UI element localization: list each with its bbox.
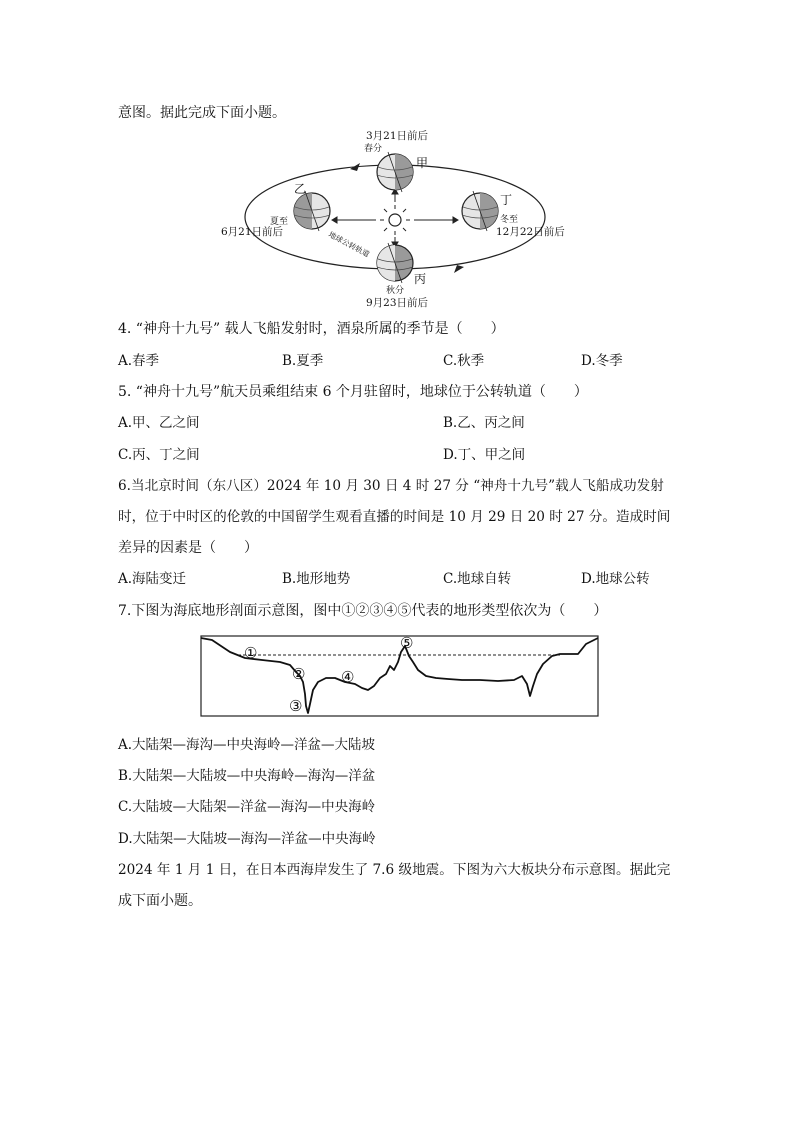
next-intro-line2: 成下面小题。 [118, 893, 202, 909]
spring-mark-label: 甲 [416, 156, 429, 170]
seafloor-profile-diagram [200, 632, 600, 718]
q5-option-d: D.丁、甲之间 [443, 447, 526, 463]
next-intro-line1: 2024 年 1 月 1 日，在日本西海岸发生了 7.6 级地震。下图为六大板块分布示意图。据此完 [118, 862, 671, 878]
q6-option-b: B.地形地势 [282, 571, 351, 587]
q6-stem-line3: 差异的因素是（ ） [118, 540, 258, 556]
autumn-mark-label: 丙 [414, 272, 427, 286]
q7-option-b: B.大陆架—大陆坡—中央海岭—海沟—洋盆 [118, 768, 376, 784]
winter-term-label: 冬至 [500, 215, 519, 225]
profile-label-3: ③ [289, 697, 303, 715]
summer-term-label: 夏至 [270, 217, 289, 227]
q6-stem-line2: 时，位于中时区的伦敦的中国留学生观看直播的时间是 10 月 29 日 20 时 27 分。造成时间 [118, 509, 671, 525]
q4-option-c: C.秋季 [443, 353, 485, 369]
summer-date-label: 6月21日前后 [221, 226, 284, 238]
q5-option-a: A.甲、乙之间 [118, 415, 200, 431]
q5-option-b: B.乙、丙之间 [443, 415, 525, 431]
orbit-label: 地球公转轨道 [327, 229, 372, 259]
profile-label-2: ② [292, 665, 306, 683]
autumn-term-label: 秋分 [386, 286, 405, 296]
spring-term-label: 春分 [364, 144, 383, 154]
earth-orbit-diagram [218, 125, 578, 315]
earth-winter-icon [462, 191, 498, 231]
q6-option-d: D.地球公转 [581, 571, 650, 587]
q6-option-c: C.地球自转 [443, 571, 512, 587]
intro-tail-text: 意图。据此完成下面小题。 [118, 105, 286, 121]
q4-stem: 4. “神舟十九号” 载人飞船发射时，酒泉所属的季节是（ ） [118, 321, 505, 337]
earth-autumn-icon [377, 243, 413, 283]
orbit-arrow-icon [454, 265, 464, 273]
profile-label-5: ⑤ [400, 634, 414, 652]
q4-option-a: A.春季 [118, 353, 160, 369]
winter-mark-label: 丁 [500, 193, 513, 207]
q5-option-c: C.丙、丁之间 [118, 447, 200, 463]
q5-stem: 5. “神舟十九号”航天员乘组结束 6 个月驻留时，地球位于公转轨道（ ） [118, 384, 588, 400]
sun-icon [380, 205, 410, 235]
q7-option-d: D.大陆架—大陆坡—海沟—洋盆—中央海岭 [118, 831, 376, 847]
profile-label-1: ① [244, 644, 258, 662]
summer-mark-label: 乙 [294, 182, 307, 196]
q6-option-a: A.海陆变迁 [118, 571, 187, 587]
autumn-date-label: 9月23日前后 [366, 297, 429, 309]
winter-date-label: 12月22日前后 [496, 226, 565, 238]
earth-summer-icon [294, 191, 330, 231]
q4-option-d: D.冬季 [581, 353, 623, 369]
spring-date-label: 3月21日前后 [366, 130, 429, 142]
q7-option-a: A.大陆架—海沟—中央海岭—洋盆—大陆坡 [118, 737, 376, 753]
q6-stem-line1: 6.当北京时间（东八区）2024 年 10 月 30 日 4 时 27 分 “神舟十九号”载人飞船成功发射 [118, 478, 664, 494]
q4-option-b: B.夏季 [282, 353, 324, 369]
q7-option-c: C.大陆坡—大陆架—洋盆—海沟—中央海岭 [118, 799, 376, 815]
profile-label-4: ④ [341, 668, 355, 686]
earth-spring-icon [377, 152, 413, 192]
q7-stem: 7.下图为海底地形剖面示意图，图中①②③④⑤代表的地形类型依次为（ ） [118, 603, 608, 619]
